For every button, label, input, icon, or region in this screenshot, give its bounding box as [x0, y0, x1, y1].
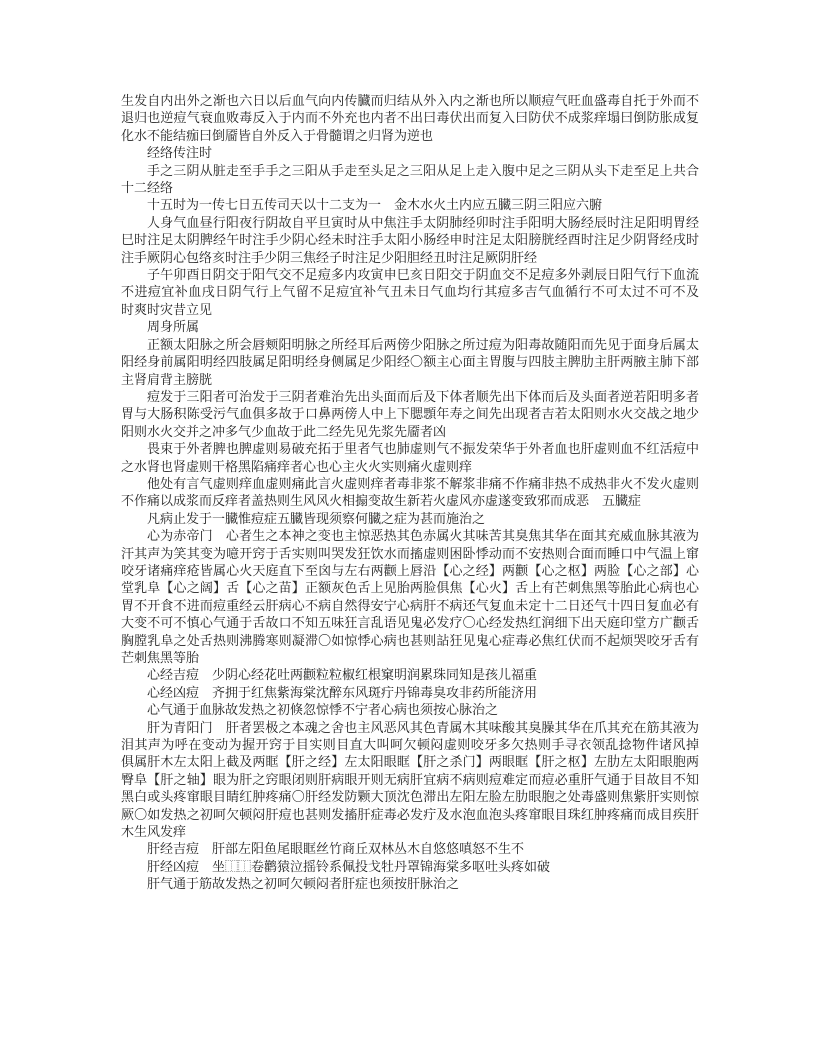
paragraph: 周身所属	[147, 320, 200, 336]
paragraph: 他处有言气虚则痒血虚则痛此言火虚则痒者毒非浆不解浆非痛不作痛非热不成热非火不发火虚则不作痛以成浆而反痒者盖热则生风风火相搧变故生新若火虚风亦虚遂变致邪而成恶 五臓症	[121, 476, 699, 510]
paragraph: 肝为青阳门 肝者罢极之本魂之舍也主风恶风其色青属木其味酸其臭臊其华在爪其充在筋其液为泪其声为呼在变动为握开窍于目实则目直大叫呵欠顿闷虚则咬牙多欠热则手寻衣领乱捻物件诸风掉 俱属肝木左太阳上截及两眶【肝之经】左太阳眼眶【肝之杀门】两眼眶【肝之枢】左肋左太阳眼胞两臀阜【肝之轴】眼为肝之窍眼闭则肝病眼开则无病肝宜病不病则痘难定而痘必重肝气通于目故目不知黑白或头疼窜眼目睛红肿疼痛〇肝经发防颗大顶沈色滞出左阳左脸左肋眼胞之处毒盛则焦紫肝实则惊厥〇如发热之初呵欠顿闷肝痘也甚则发搐肝症毒必发疔及水泡血泡头疼窜眼目珠红肿疼痛而成目疾肝木生风发痒	[121, 720, 713, 841]
paragraph: 心气通于血脉故发热之初倏忽惊悸不宁者心病也须按心脉治之	[147, 703, 499, 719]
paragraph: 心经凶痘 齐拥于红焦紫海棠沈醉东风斑疔丹锦毒臭攻非药所能济用	[147, 685, 538, 701]
paragraph: 手之三阴从脏走至手手之三阳从手走至头足之三阳从足上走入腹中足之三阴从头下走至足上共合十二经络	[121, 163, 699, 197]
paragraph: 痘发于三阳者可治发于三阴者难治先出头面而后及下体者顺先出下体而后及头面者逆若阳明多者胃与大肠积陈受污气血俱多故于口鼻两傍人中上下腮顋年寿之间先出现者吉若太阳则水火交战之地少阳则水火交并之冲多气少血故于此二经先见先浆先靥者凶	[121, 389, 699, 440]
paragraph: 心经吉痘 少阴心经花吐两颧粒粒椒红根窠明润累珠同知是孩儿福重	[147, 668, 538, 684]
paragraph: 子午卯酉日阴交于阳气交不足痘多内攻寅申巳亥日阳交于阴血交不足痘多外剥辰日阳气行下血流不进痘宜补血戌日阴气行上气留不足痘宜补气丑未日气血均行其痘多吉气血循行不可太过不可不及 时爽时灾昔立见	[121, 268, 713, 318]
paragraph: 心为赤帝门 心者生之本神之变也主惊恶热其色赤属火其味苦其臭焦其华在面其充威血脉其液为汗其声为笑其变为噫开窍于舌实则叫哭发狂饮水而搐虚则困卧悸动而不安热则合面而睡口中气温上窜咬牙诸痛痒疮皆属心火天庭直下至囟与左右两颧上唇沿【心之经】两颧【心之枢】两脸【心之部】心堂乳阜【心之阔】舌【心之苗】正额灰色舌上见胎两脸俱焦【心火】舌上有芒刺焦黑等胎此心病也心胃不开食不进而痘重经云肝病心不病自然得安宁心病肝不病还气复血未定十二日还气十四日复血必有大变不可不慎心气通于舌故口不知五味狂言乱语见鬼必发疗〇心经发热红润细下出天庭印堂方广颧舌胸膛乳阜之处舌热则沸腾寒则凝滞〇如惊悸心病也甚则詀狂见鬼心症毒必焦红伏而不起烦哭咬牙舌有芒刺焦黑等胎	[121, 529, 699, 666]
document-page	[121, 93, 713, 894]
paragraph: 肝气通于筋故发热之初呵欠顿闷者肝症也须按肝脉治之	[147, 877, 460, 893]
paragraph: 畏束于外者脾也脾虚则易破充拓于里者气也肺虚则气不振发荣华于外者血也肝虚则血不红活痘中之水肾也肾虚则干格黑陷痛痒者心也心主火火实则痛火虚则痒	[121, 442, 699, 475]
paragraph: 正额太阳脉之所会唇颊阳明脉之所经耳后两傍少阳脉之所过痘为阳毒故随阳而先见于面身后属太阳经身前属阳明经四肢属足阳明经身侧属足少阳经〇额主心面主胃腹与四肢主脾肋主肝两腋主肺下部主肾肩背主膀胱	[121, 337, 699, 388]
paragraph: 肝经吉痘 肝部左阳鱼尾眼眶丝竹商丘双林丛木自悠悠嗔怒不生不	[147, 842, 525, 858]
paragraph: 经络传注时	[147, 146, 213, 162]
paragraph: 生发自内出外之渐也六日以后血气向内传臓而归结从外入内之渐也所以顺痘气旺血盛毒自托于外而不退归也逆痘气衰血败毒反入于内而不外充也内者不出曰毒伏出而复入曰防伏不成浆痒塌曰倒防胀成复化水不能结痂曰倒靥皆自外反入于骨髓谓之归肾为逆也	[121, 94, 699, 144]
paragraph: 肝经凶痘 坐⿰⿰卷鹳猿泣摇铃系佩投戈牡丹罩锦海棠多呕吐头疼如破	[147, 859, 551, 875]
paragraph: 凡病止发于一臓惟痘症五臓皆现须察何臓之症为甚而施治之	[147, 511, 486, 527]
paragraph: 十五时为一传七日五传司天以十二支为一 金木水火土内应五臓三阴三阳应六腑	[147, 198, 603, 214]
paragraph: 人身气血昼行阳夜行阴故自平旦寅时从中焦注手太阴肺经卯时注手阳明大肠经辰时注足阳明胃经巳时注足太阴脾经午时注手少阴心经未时注手太阳小肠经申时注足太阳膀胱经酉时注足少阴肾经戌时注手厥阴心包络亥时注手少阴三焦经子时注足少阳胆经丑时注足厥阴肝经	[121, 215, 699, 266]
